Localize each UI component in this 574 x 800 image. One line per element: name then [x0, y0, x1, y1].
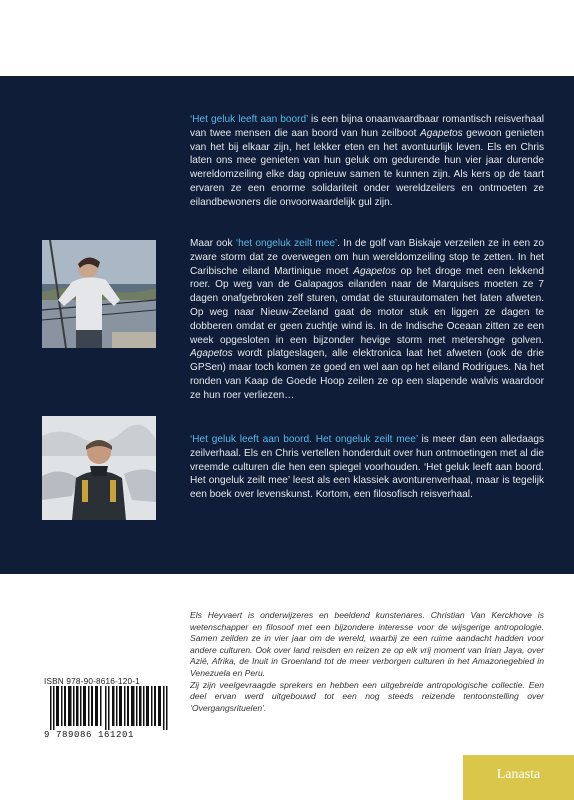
bio-paragraph-2: Zij zijn veelgevraagde sprekers en hebben een uitgebreide antropologische collectie. Een deel ervan werd uitgebouwd tot een nog steeds reizende tentoonstelling over ‘Overgangsrituelen’. [190, 679, 544, 713]
blurb-text: gewoon genieten van het bij elkaar zijn, het lekker eten en het avontuurlijk leven. Els en Chris laten ons mee genieten van hun geluk om gedurende hun vier jaar durende wereldomzeiling elke dag opnieuw samen te kunnen zijn. Als kers op de taart ervaren ze een enorme solidariteit onder wereldzeilers en ontmoeten ze eilandbewoners die onvoorwaardelijk gul zijn. [190, 127, 544, 208]
publisher-logo [463, 755, 574, 800]
publisher-name: Lanasta [496, 767, 541, 782]
blurb-text: is meer dan een alledaags zeilverhaal. Els en Chris vertellen honderduit over hun ontmoetingen met al die vreemde culturen die hen een spiegel voorhouden. ‘Het geluk leeft aan boord. Het ongeluk zeilt mee’ leest als een klassiek avonturenverhaal, maar is tegelijk een boek over levenskunst. Kortom, een filosofisch reisverhaal. [190, 434, 544, 501]
barcode-digits: 9 789086 161201 [44, 730, 135, 740]
bio-paragraph-1: Els Heyvaert is onderwijzeres en beeldend kunstenares. Christian Van Kerckhove is wetenschapper en filosoof met een bijzondere interesse voor de wijsgerige antropologie. Samen zeilden ze in vier jaar om de wereld, waarbij ze een ruime aandacht hadden voor andere culturen. Ook over land reisden en reizen ze op elk vrij moment van Irian Jaya, over Azië, Afrika, de Inuit in Groenland tot de meer verborgen culturen in het Amazonegebied in Venezuela en Peru. [190, 610, 544, 678]
photo-woman-on-boat [42, 240, 156, 348]
blurb-text: . In de golf van Biskaje verzeilen ze in een zo zware storm dat ze overwegen om hun wereldomzeiling stop te zetten. In het Caribische eiland Martinique moet [190, 238, 545, 277]
blurb-text: wordt platgeslagen, alle elektronica laat het afweten (ook de drie GPSen) maar toch komen ze goed en wel aan op het eiland Rodrigues. Na het ronden van Kaap de Goede Hoop zeilen ze op een slapende walvis waardoor ze hun roer verliezen… [190, 348, 544, 401]
author-bio [190, 610, 544, 714]
blurb-paragraph-2 [190, 237, 544, 403]
boat-name: Agapetos [190, 348, 233, 360]
subtitle-highlight: ‘het ongeluk zeilt mee’ [235, 238, 338, 249]
blurb-paragraph-3 [190, 433, 544, 502]
blurb-text: Maar ook [190, 238, 236, 249]
blurb-paragraph-1 [190, 113, 544, 210]
isbn-label: ISBN 978-90-8616-120-1 [44, 677, 140, 686]
barcode-icon [50, 686, 168, 730]
boat-name: Agapetos [420, 127, 463, 139]
full-title-highlight: ‘Het geluk leeft aan boord. Het ongeluk zeilt mee’ [190, 434, 418, 445]
photo-man-in-snow [42, 416, 156, 520]
blurb-text: op het droge met een lekkend roer. Op weg van de Galapagos eilanden naar de Marquises moeten ze 7 dagen onafgebroken zelf sturen, omdat de stuurautomaten het laten afweten. Op weg naar Nieuw-Zeeland gaat de motor stuk en liggen ze dagen te dobberen omdat er geen zuchtje wind is. In de Indische Oceaan zitten ze een week opgesloten in een bijzonder hevige storm met metershoge golven. [190, 265, 544, 346]
boat-name: Agapetos [353, 265, 396, 277]
blurb-text: is een bijna onaanvaardbaar romantisch reisverhaal van twee mensen die aan boord van hun zeilboot [190, 114, 544, 139]
title-highlight: ‘Het geluk leeft aan boord’ [190, 114, 308, 125]
